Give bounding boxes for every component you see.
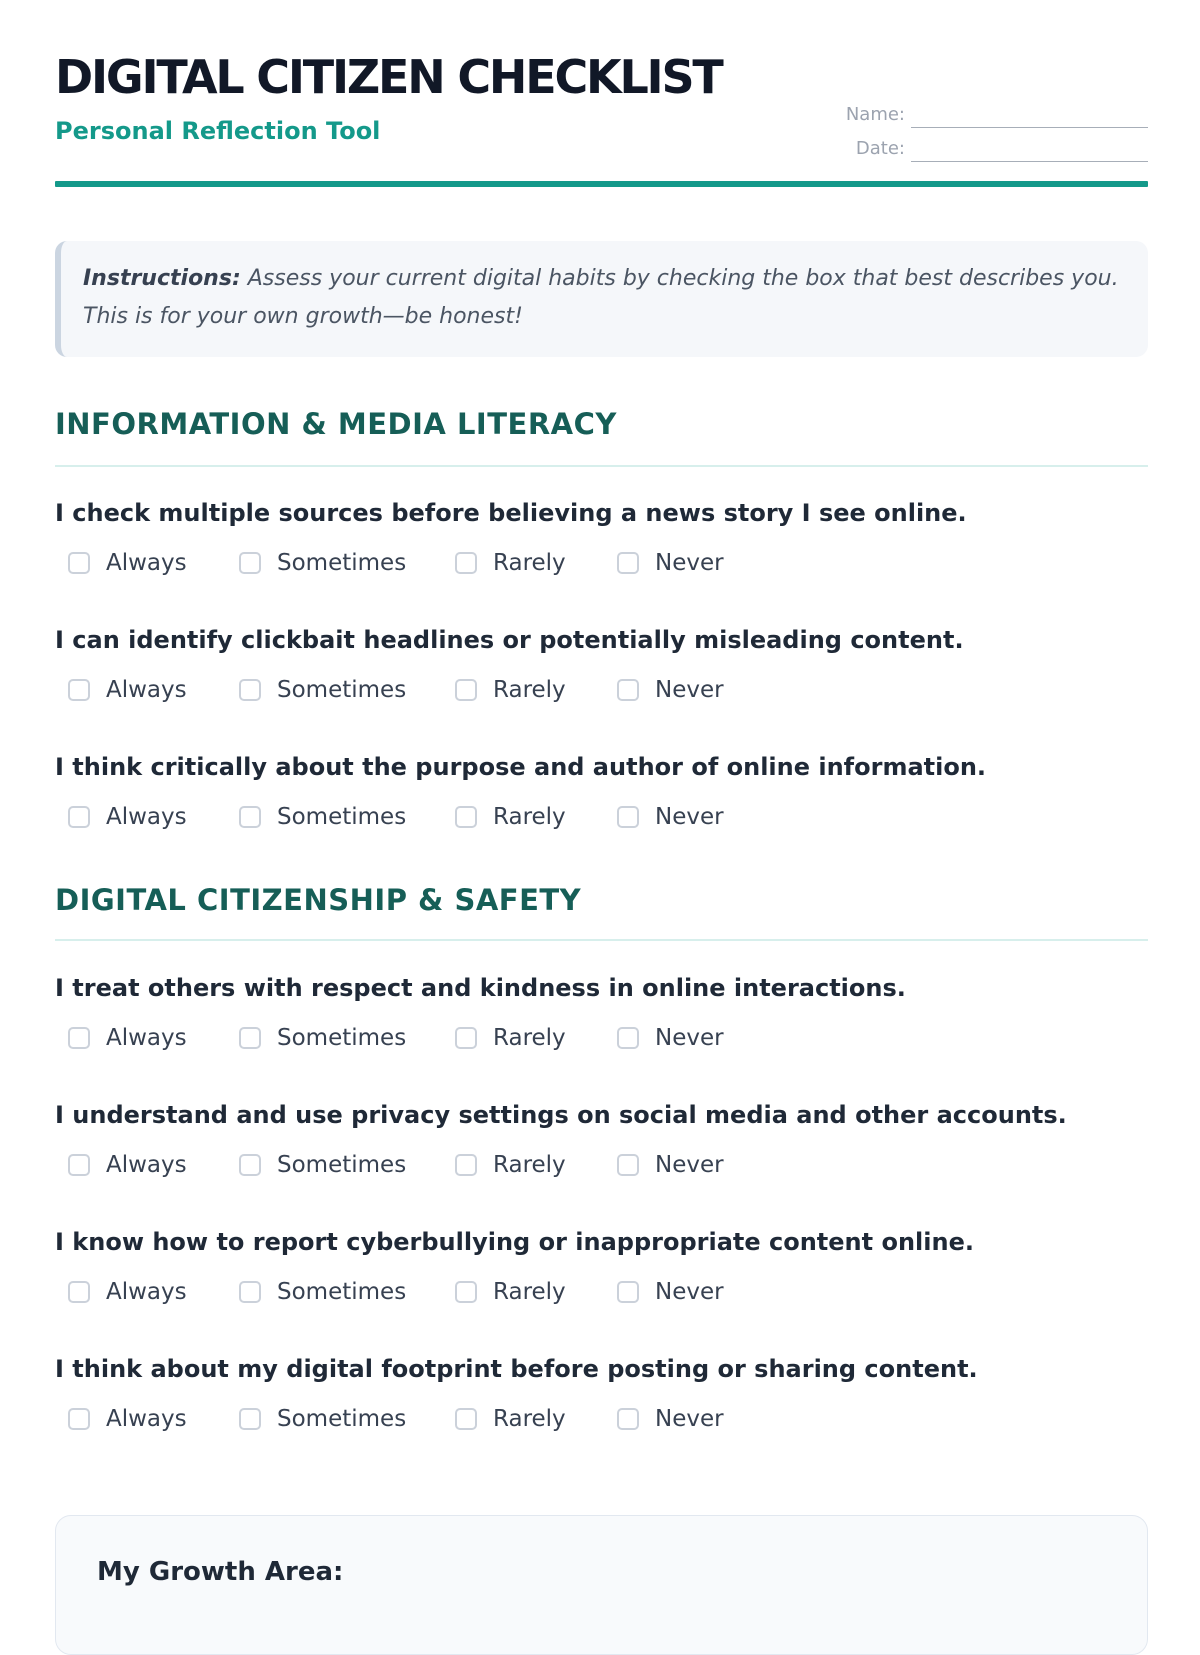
option-rarely[interactable]	[455, 547, 566, 579]
option-sometimes[interactable]	[239, 801, 406, 833]
checkbox[interactable]	[455, 1408, 477, 1430]
option-rarely[interactable]	[455, 674, 566, 706]
checkbox[interactable]	[68, 1154, 90, 1176]
option-label: Always	[106, 1279, 187, 1305]
question-text: I check multiple sources before believing a news story I see online.	[55, 499, 967, 527]
option-sometimes[interactable]	[239, 1403, 406, 1435]
instructions-text: Assess your current digital habits by checking the box that best describes you. This is for your own growth—be honest!	[83, 266, 1119, 329]
option-label: Always	[106, 677, 187, 703]
option-label: Never	[655, 804, 724, 830]
question-text: I understand and use privacy settings on social media and other accounts.	[55, 1101, 1067, 1129]
checkbox[interactable]	[239, 1027, 261, 1049]
checkbox[interactable]	[455, 1154, 477, 1176]
option-rarely[interactable]	[455, 1276, 566, 1308]
question-text: I treat others with respect and kindness in online interactions.	[55, 974, 906, 1002]
checkbox[interactable]	[239, 1281, 261, 1303]
answer-options	[55, 1403, 1148, 1435]
checkbox[interactable]	[617, 1027, 639, 1049]
page-subtitle: Personal Reflection Tool	[55, 117, 381, 145]
section-title-citizenship-safety: DIGITAL CITIZENSHIP & SAFETY	[55, 883, 582, 917]
checkbox[interactable]	[239, 679, 261, 701]
question-item	[55, 1101, 1148, 1181]
checkbox[interactable]	[617, 679, 639, 701]
question-item	[55, 626, 1148, 706]
option-label: Sometimes	[277, 677, 407, 703]
option-always[interactable]	[68, 1149, 187, 1181]
option-never[interactable]	[617, 1022, 724, 1054]
option-label: Never	[655, 1406, 724, 1432]
option-rarely[interactable]	[455, 1022, 566, 1054]
option-label: Always	[106, 804, 187, 830]
option-rarely[interactable]	[455, 1149, 566, 1181]
option-label: Always	[106, 1152, 187, 1178]
answer-options	[55, 801, 1148, 833]
option-label: Sometimes	[277, 1279, 407, 1305]
name-label: Name:	[845, 104, 905, 125]
checkbox[interactable]	[239, 552, 261, 574]
checklist-page	[55, 0, 1148, 1587]
option-label: Sometimes	[277, 1025, 407, 1051]
growth-area-title: My Growth Area:	[97, 1557, 344, 1587]
checkbox[interactable]	[617, 1281, 639, 1303]
answer-options	[55, 547, 1148, 579]
option-label: Sometimes	[277, 1152, 407, 1178]
checkbox[interactable]	[455, 1281, 477, 1303]
option-always[interactable]	[68, 1022, 187, 1054]
option-label: Never	[655, 1279, 724, 1305]
growth-area-box	[55, 1515, 1148, 1655]
page-header	[55, 0, 1148, 190]
option-label: Rarely	[493, 1152, 566, 1178]
option-label: Rarely	[493, 1025, 566, 1051]
answer-options	[55, 1276, 1148, 1308]
checkbox[interactable]	[68, 552, 90, 574]
option-label: Never	[655, 1025, 724, 1051]
option-never[interactable]	[617, 1276, 724, 1308]
question-text: I know how to report cyberbullying or inappropriate content online.	[55, 1228, 974, 1256]
question-item	[55, 499, 1148, 579]
option-label: Sometimes	[277, 1406, 407, 1432]
checkbox[interactable]	[455, 679, 477, 701]
option-sometimes[interactable]	[239, 674, 406, 706]
checkbox[interactable]	[68, 1281, 90, 1303]
checkbox[interactable]	[68, 1027, 90, 1049]
question-item	[55, 753, 1148, 833]
option-label: Never	[655, 550, 724, 576]
checkbox[interactable]	[68, 806, 90, 828]
checkbox[interactable]	[239, 1408, 261, 1430]
option-always[interactable]	[68, 674, 187, 706]
checkbox[interactable]	[617, 552, 639, 574]
question-text: I can identify clickbait headlines or potentially misleading content.	[55, 626, 964, 654]
option-label: Rarely	[493, 550, 566, 576]
checkbox[interactable]	[239, 1154, 261, 1176]
name-date-block	[828, 94, 1148, 162]
option-never[interactable]	[617, 1403, 724, 1435]
answer-options	[55, 1022, 1148, 1054]
option-always[interactable]	[68, 801, 187, 833]
answer-options	[55, 1149, 1148, 1181]
question-text: I think about my digital footprint before posting or sharing content.	[55, 1355, 978, 1383]
option-sometimes[interactable]	[239, 547, 406, 579]
option-label: Sometimes	[277, 550, 407, 576]
option-label: Always	[106, 1406, 187, 1432]
question-text: I think critically about the purpose and author of online information.	[55, 753, 987, 781]
checkbox[interactable]	[455, 806, 477, 828]
name-field[interactable]	[911, 107, 1148, 128]
option-label: Always	[106, 550, 187, 576]
instructions-box	[55, 241, 1148, 357]
option-rarely[interactable]	[455, 801, 566, 833]
option-label: Never	[655, 677, 724, 703]
option-label: Rarely	[493, 677, 566, 703]
question-item	[55, 1355, 1148, 1435]
checkbox[interactable]	[617, 806, 639, 828]
checkbox[interactable]	[455, 552, 477, 574]
option-always[interactable]	[68, 1403, 187, 1435]
date-label: Date:	[855, 138, 905, 159]
option-label: Rarely	[493, 1279, 566, 1305]
section-title-media-literacy: INFORMATION & MEDIA LITERACY	[55, 407, 617, 441]
checkbox[interactable]	[455, 1027, 477, 1049]
option-label: Always	[106, 1025, 187, 1051]
checkbox[interactable]	[239, 806, 261, 828]
option-label: Rarely	[493, 804, 566, 830]
date-row	[828, 128, 1148, 162]
question-item	[55, 974, 1148, 1054]
option-sometimes[interactable]	[239, 1022, 406, 1054]
option-always[interactable]	[68, 547, 187, 579]
checkbox[interactable]	[68, 679, 90, 701]
date-field[interactable]	[911, 141, 1148, 162]
checkbox[interactable]	[68, 1408, 90, 1430]
section-divider	[55, 465, 1148, 467]
option-never[interactable]	[617, 674, 724, 706]
option-label: Sometimes	[277, 804, 407, 830]
answer-options	[55, 674, 1148, 706]
name-row	[828, 94, 1148, 128]
page-title: DIGITAL CITIZEN CHECKLIST	[55, 50, 722, 104]
checkbox[interactable]	[617, 1154, 639, 1176]
option-label: Rarely	[493, 1406, 566, 1432]
option-never[interactable]	[617, 801, 724, 833]
header-divider	[55, 181, 1148, 187]
option-never[interactable]	[617, 547, 724, 579]
option-rarely[interactable]	[455, 1403, 566, 1435]
option-always[interactable]	[68, 1276, 187, 1308]
instructions-label: Instructions:	[83, 266, 241, 291]
option-sometimes[interactable]	[239, 1149, 406, 1181]
question-item	[55, 1228, 1148, 1308]
option-label: Never	[655, 1152, 724, 1178]
checkbox[interactable]	[617, 1408, 639, 1430]
option-never[interactable]	[617, 1149, 724, 1181]
section-divider	[55, 939, 1148, 941]
option-sometimes[interactable]	[239, 1276, 406, 1308]
